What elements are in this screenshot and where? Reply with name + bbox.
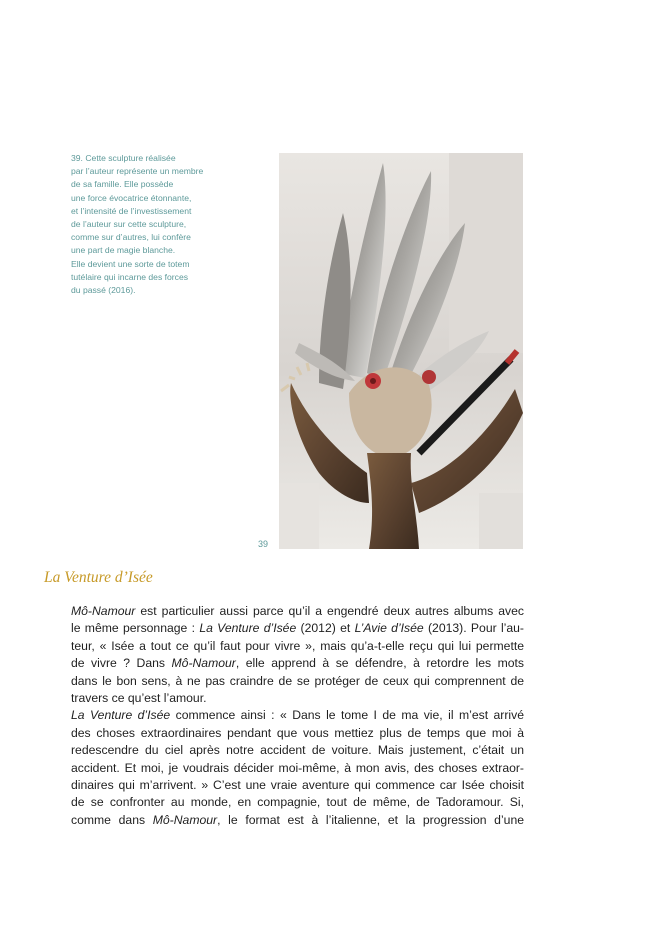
text-run: , le format est à l’italienne, et la progression d’une (217, 812, 525, 827)
section-title: La Venture d’Isée (44, 569, 153, 586)
text-line (71, 620, 524, 637)
text-run: commence ainsi : « Dans le tome I de ma vie, il m’est arrivé (170, 708, 524, 723)
text-line: travers ce qu’est l’amour. (71, 691, 207, 706)
caption-line: par l’auteur représente un membre (71, 166, 204, 177)
figure-number: 39 (258, 539, 269, 549)
italic-title: Mô-Namour (171, 656, 236, 671)
figure-caption (71, 152, 271, 297)
text-line: teur, « Isée a tout ce qu’il faut pour vivre », mais qu’a-t-elle reçu qui lui permette (71, 638, 524, 653)
caption-line: du passé (2016). (71, 285, 136, 296)
italic-title: La Venture d’Isée (199, 621, 297, 636)
text-line: de se confronter au monde, en compagnie, tout de même, de Tadoramour. Si, (71, 795, 524, 810)
text-line (71, 707, 524, 724)
caption-line: une force évocatrice étonnante, (71, 192, 192, 203)
caption-line: de l’auteur sur cette sculpture, (71, 219, 187, 230)
text-run: de vivre ? Dans (71, 656, 172, 671)
text-line: accident. Et moi, je voudrais décider moi-même, à mon avis, des choses extraor- (71, 760, 524, 775)
caption-line: de sa famille. Elle possède (71, 179, 174, 190)
text-run: (2012) et (296, 621, 355, 636)
italic-title: La Venture d’Isée (71, 708, 171, 723)
text-run: est particulier aussi parce qu’il a engendré deux autres albums avec (135, 604, 524, 618)
italic-title: Mô-Namour (71, 604, 136, 618)
caption-line: Elle devient une sorte de totem (71, 258, 190, 269)
text-line (71, 603, 524, 620)
text-line: dans le bon sens, à ne pas craindre de se protéger de ceux qui comprennent de (71, 673, 524, 688)
caption-line: comme sur d’autres, lui confère (71, 232, 191, 243)
sculpture-photo (279, 153, 523, 549)
text-run: (2013). Pour l’au- (423, 621, 524, 636)
text-line (71, 812, 524, 829)
text-line (71, 655, 524, 672)
caption-line: 39. Cette sculpture réalisée (71, 153, 176, 163)
text-line: dinaires qui m’arrivent. » C’est une vraie aventure qui commence car Isée choisit (71, 778, 524, 793)
italic-title: L’Avie d’Isée (354, 621, 424, 636)
caption-line: et l’intensité de l’investissement (71, 205, 192, 216)
text-run: , elle apprend à se défendre, à retordre les mots (235, 656, 525, 671)
text-run: comme dans (71, 812, 153, 827)
italic-title: Mô-Namour (152, 812, 218, 827)
body-text (71, 603, 524, 829)
text-line: redescendre du ciel après notre accident de voiture. Mais justement, c’était un (71, 743, 524, 758)
caption-line: une part de magie blanche. (71, 245, 176, 256)
caption-line: tutélaire qui incarne des forces (71, 271, 189, 282)
text-run: le même personnage : (71, 621, 200, 636)
text-line: des choses extraordinaires pendant que vous mettiez plus de temps que moi à (71, 725, 524, 740)
